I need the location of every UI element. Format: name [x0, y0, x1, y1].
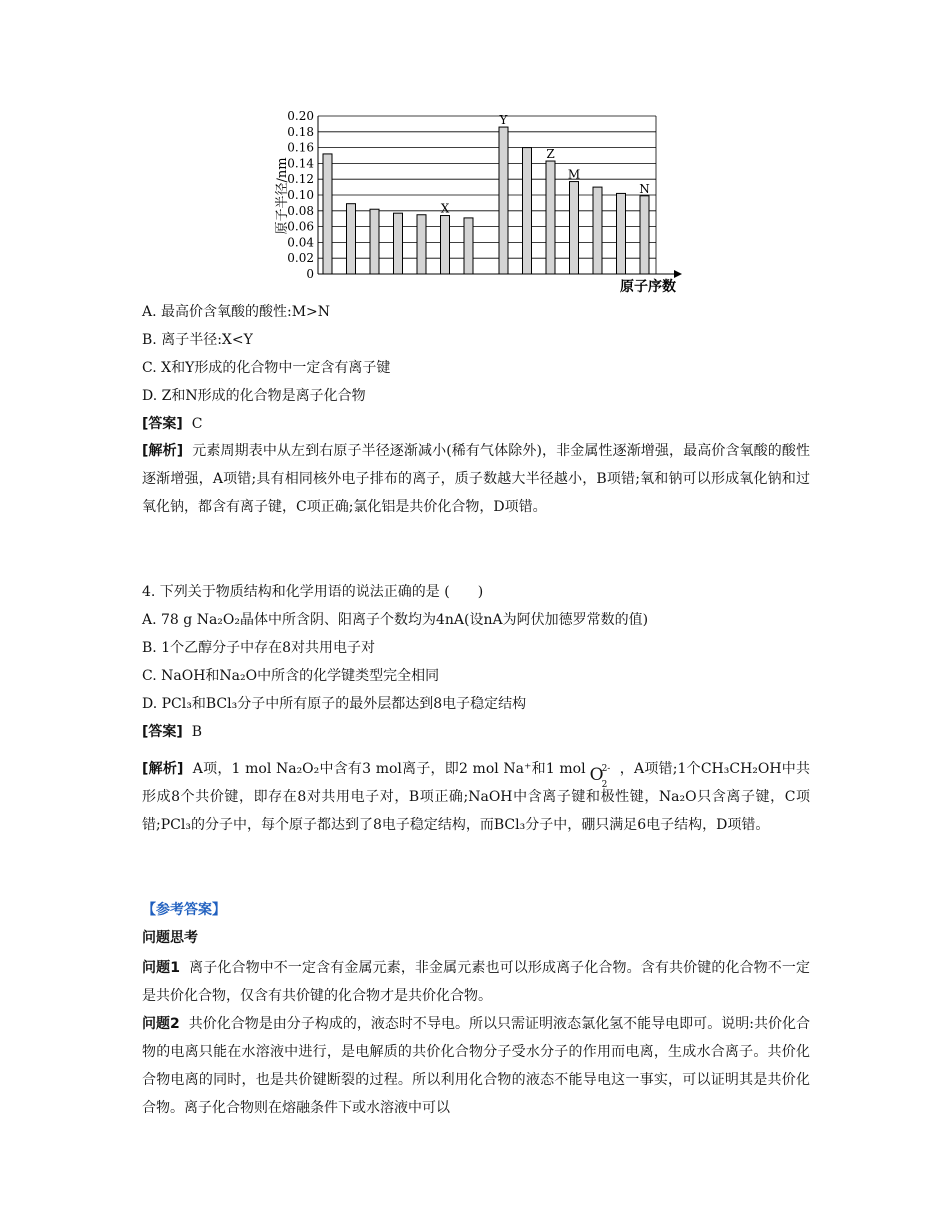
section-title: 问题思考 — [142, 930, 198, 946]
bar — [593, 187, 602, 274]
problem-2-text: 共价化合物是由分子构成的，液态时不导电。所以只需证明液态氯化氢不能导电即可。说明:共价化合物的电离只能在水溶液中进行，是电解质的共价化合物分子受水分子的作用而电离，生成水合离子。共价化合物电离的同时，也是共价键断裂的过程。所以利用化合物的液态不能导电这一事实，可以证明其是共价化合物。离子化合物则在熔融条件下或水溶液中可以 — [142, 1016, 811, 1116]
y-tick-label: 0.04 — [287, 235, 314, 250]
bar — [417, 215, 426, 274]
answer-value: C — [191, 416, 203, 432]
q3-option-d: D. Z和N形成的化合物是离子化合物 — [142, 388, 366, 404]
q4-analysis — [142, 755, 810, 839]
bars — [323, 127, 649, 274]
bar — [617, 193, 626, 274]
bar-label: N — [639, 181, 650, 196]
y-axis-label: 原子半径/nm — [275, 157, 290, 235]
y-tick-label: 0.14 — [287, 156, 314, 171]
bar-label: Y — [499, 113, 508, 128]
q4-option-a: A. 78 g Na₂O₂晶体中所含阴、阳离子个数均为4nA(设nA为阿伏加德罗常数的值) — [142, 612, 649, 628]
problem-2-tag: 问题2 — [142, 1016, 180, 1032]
bar — [499, 127, 508, 274]
q3-option-a: A. 最高价含氧酸的酸性:M>N — [142, 304, 331, 320]
peroxide-ion: O 2- 2 — [589, 764, 611, 790]
analysis-tag: [解析] — [142, 761, 184, 777]
y-tick-label: 0.12 — [287, 172, 314, 187]
y-tick-label: 0.20 — [287, 109, 314, 123]
bar — [347, 204, 356, 274]
q4-option-c: C. NaOH和Na₂O中所含的化学键类型完全相同 — [142, 668, 440, 684]
bar-label: X — [440, 201, 450, 216]
bar — [640, 196, 649, 274]
x-axis-arrow — [674, 270, 682, 278]
analysis-tag: [解析] — [142, 443, 184, 459]
q4-option-d: D. PCl₃和BCl₃分子中所有原子的最外层都达到8电子稳定结构 — [142, 696, 527, 712]
problem-1 — [142, 954, 810, 1010]
bar — [523, 148, 532, 274]
bar — [323, 154, 332, 274]
answer-value: B — [191, 724, 202, 740]
q4-option-b: B. 1个乙醇分子中存在8对共用电子对 — [142, 640, 376, 656]
analysis-text: 元素周期表中从左到右原子半径逐渐减小(稀有气体除外)，非金属性逐渐增强，最高价含氧酸的酸性逐渐增强，A项错;具有相同核外电子排布的离子，质子数越大半径越小，B项错;氧和钠可以形成氧化钠和过氧化钠，都含有离子键，C项正确;氯化铝是共价化合物，D项错。 — [142, 443, 811, 515]
y-tick-label: 0.06 — [287, 219, 314, 234]
problem-1-text: 离子化合物中不一定含有金属元素，非金属元素也可以形成离子化合物。含有共价键的化合物不一定是共价化合物，仅含有共价键的化合物才是共价化合物。 — [142, 960, 810, 1004]
reference-heading: 【参考答案】 — [142, 902, 226, 918]
q3-option-c: C. X和Y形成的化合物中一定含有离子键 — [142, 360, 391, 376]
atomic-radius-chart — [268, 108, 688, 298]
y-tick-label: 0.08 — [287, 203, 314, 218]
answer-tag: [答案] — [142, 416, 183, 432]
bar — [546, 161, 555, 274]
problem-1-tag: 问题1 — [142, 960, 180, 976]
y-tick-label: 0.16 — [287, 140, 314, 155]
bar — [394, 213, 403, 274]
q3-option-b: B. 离子半径:X<Y — [142, 332, 253, 348]
analysis-text-2: ，A项错;1个CH₃CH₂OH中共形成8个共价键，即存在8对共用电子对，B项正确;NaOH中含离子键和极性键，Na₂O只含离子键，C项错;PCl₃的分子中，每个原子都达到了8电子稳定结构，而BCl₃分子中，硼只满足6电子结构，D项错。 — [142, 761, 811, 833]
bar-label: Z — [546, 147, 555, 162]
x-axis-label: 原子序数 — [620, 279, 676, 295]
bar-label: M — [567, 167, 581, 182]
q4-stem: 4. 下列关于物质结构和化学用语的说法正确的是 ( ) — [142, 584, 484, 600]
q3-answer — [142, 414, 202, 434]
grid-lines — [318, 116, 656, 274]
answer-tag: [答案] — [142, 724, 183, 740]
q4-answer — [142, 722, 202, 742]
y-tick-labels — [287, 109, 314, 281]
y-tick-label: 0.18 — [287, 124, 314, 139]
analysis-text-1: A项，1 mol Na₂O₂中含有3 mol离子，即2 mol Na⁺和1 mol — [192, 761, 586, 777]
y-tick-label: 0.02 — [287, 251, 314, 266]
bar — [370, 209, 379, 274]
bar — [570, 182, 579, 274]
y-tick-label: 0 — [306, 267, 314, 281]
problem-2 — [142, 1010, 810, 1122]
y-tick-label: 0.10 — [287, 188, 314, 202]
bar — [464, 218, 473, 274]
bar — [441, 216, 450, 274]
q3-analysis — [142, 437, 810, 521]
